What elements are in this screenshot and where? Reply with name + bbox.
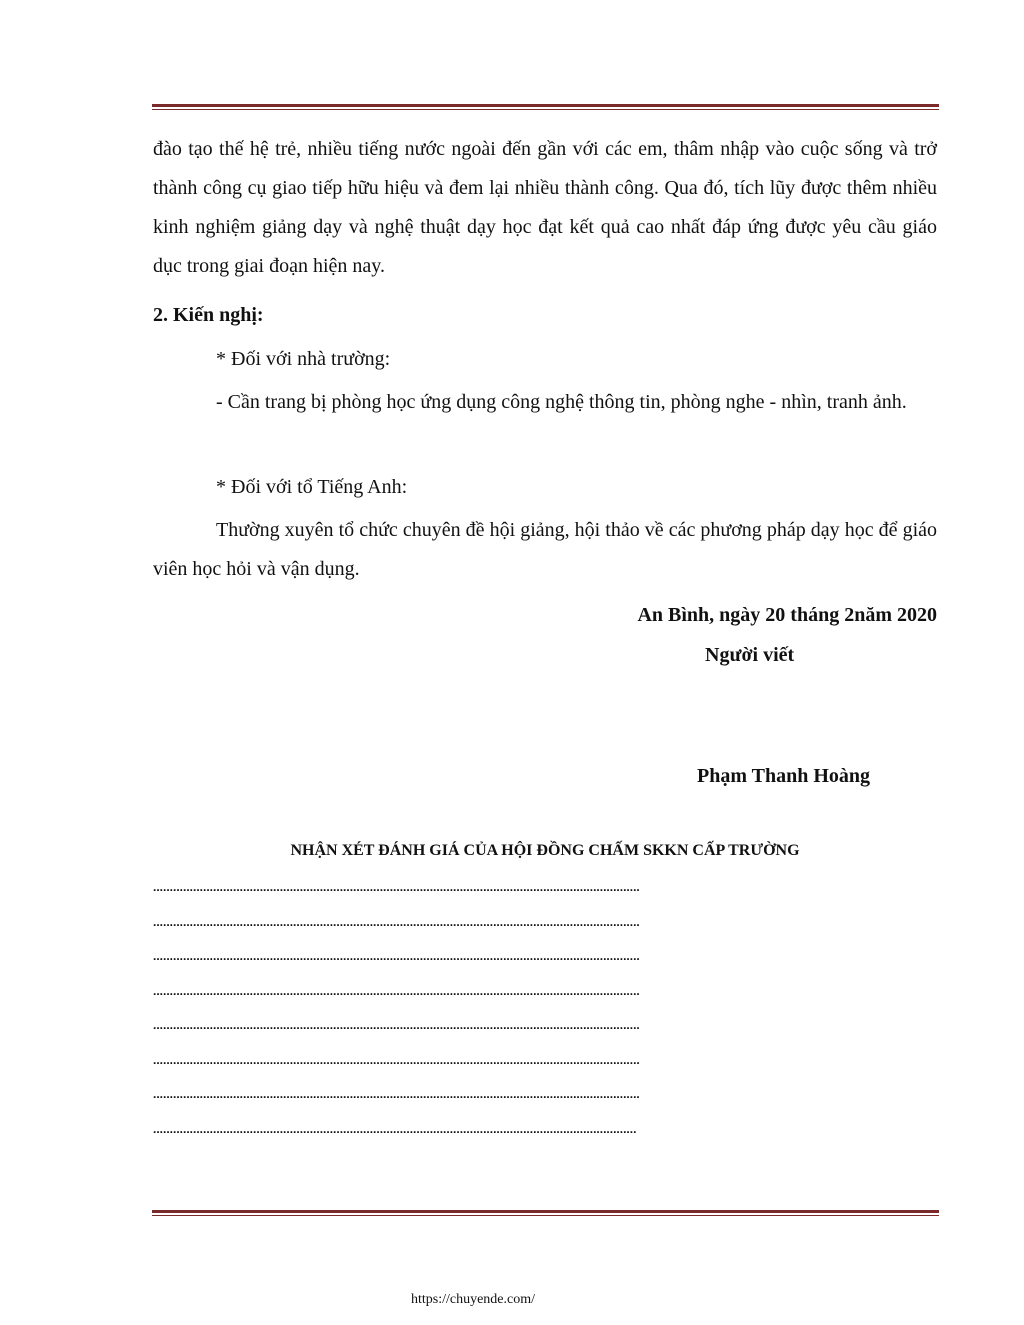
- place-date: An Bình, ngày 20 tháng 2năm 2020: [637, 604, 937, 626]
- school-item-heading: * Đối với nhà trường:: [216, 348, 391, 370]
- school-paragraph: [153, 383, 937, 422]
- english-item-heading: * Đối với tổ Tiếng Anh:: [216, 476, 408, 498]
- writer-name: Phạm Thanh Hoàng: [697, 765, 871, 787]
- dot-line: ..................................................................................................................................................: [153, 914, 640, 929]
- dot-line: ..................................................................................................................................................: [153, 1052, 640, 1067]
- english-paragraph: [153, 511, 937, 589]
- header-rule: [152, 104, 939, 110]
- review-title: NHẬN XÉT ĐÁNH GIÁ CỦA HỘI ĐỒNG CHẤM SKKN CẤP TRƯỜNG: [290, 842, 800, 859]
- section-heading: 2. Kiến nghị:: [153, 304, 264, 326]
- dot-line: .................................................................................................................................................: [153, 1121, 637, 1136]
- paragraph-text: - Cần trang bị phòng học ứng dụng công nghệ thông tin, phòng nghe - nhìn, tranh ảnh.: [216, 391, 907, 413]
- review-dot-lines: [153, 870, 937, 1146]
- footer-url: https://chuyende.com/: [410, 1292, 536, 1307]
- dot-line: ..................................................................................................................................................: [153, 880, 640, 894]
- paragraph-text: Thường xuyên tổ chức chuyên đề hội giảng, hội thảo về các phương pháp dạy học để giáo viên học hỏi và vận dụng.: [153, 519, 937, 580]
- writer-role: Người viết: [705, 644, 795, 666]
- paragraph-text: đào tạo thế hệ trẻ, nhiều tiếng nước ngoài đến gần với các em, thâm nhập vào cuộc sống và trở thành công cụ giao tiếp hữu hiệu và đem lại nhiều thành công. Qua đó, tích lũy được thêm nhiều kinh nghiệm giảng dạy và nghệ thuật dạy học đạt kết quả cao nhất đáp ứng được yêu cầu giáo dục trong giai đoạn hiện nay.: [153, 138, 937, 277]
- dot-line: ..................................................................................................................................................: [153, 1087, 640, 1101]
- dot-line: ..................................................................................................................................................: [153, 1018, 640, 1032]
- dot-line: ..................................................................................................................................................: [153, 983, 640, 998]
- dot-line: ..................................................................................................................................................: [153, 949, 640, 963]
- continuation-paragraph: [153, 130, 937, 286]
- footer-rule: [152, 1210, 939, 1216]
